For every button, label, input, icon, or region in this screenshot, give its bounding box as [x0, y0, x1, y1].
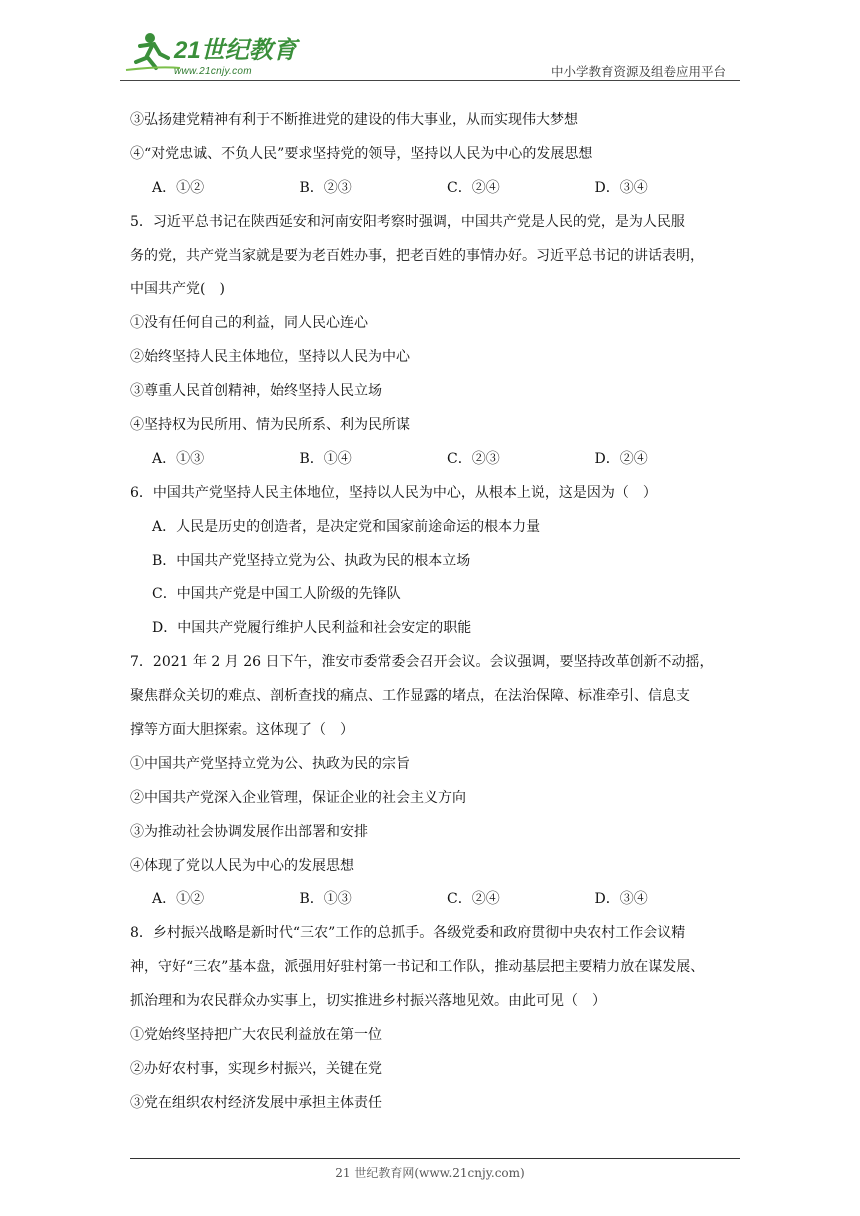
q6-choice-d-row	[130, 612, 742, 646]
q5-item-3: ③尊重人民首创精神，始终坚持人民立场	[130, 383, 382, 400]
q5-option-a: A．①③	[152, 450, 205, 467]
q7-stem-line-1: 7．2021 年 2 月 26 日下午，淮安市委常委会召开会议。会议强调，要坚持改革创新不动摇，	[130, 654, 714, 671]
logo-text: 21世纪教育	[174, 37, 297, 64]
q6-stem: 6．中国共产党坚持人民主体地位，坚持以人民为中心，从根本上说，这是因为（ ）	[130, 484, 657, 501]
question-content	[130, 104, 742, 1121]
q8-stem-line-1: 8．乡村振兴战略是新时代“三农”工作的总抓手。各级党委和政府贯彻中央农村工作会议精	[130, 925, 686, 942]
q4-item-3: ③弘扬建党精神有利于不断推进党的建设的伟大事业，从而实现伟大梦想	[130, 112, 578, 128]
q5-item-1: ①没有任何自己的利益，同人民心连心	[130, 315, 368, 332]
q5-option-d: D．②④	[594, 450, 648, 467]
q5-options	[130, 443, 742, 477]
q5-stem-line-3: 中国共产党( )	[130, 281, 225, 298]
site-logo	[120, 28, 320, 78]
q6-choice-a-row	[130, 511, 742, 545]
q8-item-1: ①党始终坚持把广大农民利益放在第一位	[130, 1027, 382, 1044]
q7-item-1: ①中国共产党坚持立党为公、执政为民的宗旨	[130, 755, 410, 772]
q8-item-3: ③党在组织农村经济发展中承担主体责任	[130, 1094, 382, 1111]
q6-choice-a: A．人民是历史的创造者，是决定党和国家前途命运的根本力量	[152, 518, 541, 535]
page-footer: 21 世纪教育网(www.21cnjy.com)	[335, 1166, 525, 1180]
q4-option-d: D．③④	[594, 179, 648, 196]
q5-option-b: B．①④	[299, 450, 352, 467]
q5-item-4: ④坚持权为民所用、情为民所系、利为民所谋	[130, 417, 410, 434]
q7-options	[130, 883, 742, 917]
q5-stem-line-2: 务的党，共产党当家就是要为老百姓办事，把老百姓的事情办好。习近平总书记的讲话表明，	[130, 247, 704, 264]
q4-option-a: A．①②	[152, 179, 205, 196]
q6-choice-c: C．中国共产党是中国工人阶级的先锋队	[152, 586, 401, 603]
q6-choice-d: D．中国共产党履行维护人民利益和社会安定的职能	[152, 620, 472, 637]
q7-option-a: A．①②	[152, 891, 205, 908]
logo-url: www.21cnjy.com	[174, 66, 252, 77]
q7-item-2: ②中国共产党深入企业管理，保证企业的社会主义方向	[130, 789, 466, 806]
q5-stem-line-1: 5．习近平总书记在陕西延安和河南安阳考察时强调，中国共产党是人民的党，是为人民服	[130, 213, 685, 230]
footer-divider	[130, 1158, 740, 1159]
q7-item-3: ③为推动社会协调发展作出部署和安排	[130, 823, 368, 840]
header-platform-text: 中小学教育资源及组卷应用平台	[550, 64, 726, 79]
q6-choice-b-row	[130, 545, 742, 579]
page-header	[120, 28, 740, 84]
q7-stem-line-2: 聚焦群众关切的难点、剖析查找的痛点、工作显露的堵点，在法治保障、标准牵引、信息支	[130, 688, 690, 705]
q8-item-2: ②办好农村事，实现乡村振兴，关键在党	[130, 1060, 382, 1077]
q7-stem-line-3: 撑等方面大胆探索。这体现了（ ）	[130, 722, 354, 739]
q7-item-4: ④体现了党以人民为中心的发展思想	[130, 857, 354, 874]
q8-stem-line-2: 神，守好“三农”基本盘，派强用好驻村第一书记和工作队，推动基层把主要精力放在谋发展、	[130, 959, 705, 976]
header-divider	[120, 80, 740, 81]
q4-option-c: C．②④	[447, 179, 500, 196]
q4-item-4: ④“对党忠诚、不负人民”要求坚持党的领导，坚持以人民为中心的发展思想	[130, 145, 593, 162]
q7-option-c: C．②④	[447, 891, 500, 908]
q4-options	[130, 172, 742, 206]
q5-option-c: C．②③	[447, 450, 500, 467]
q6-choice-b: B．中国共产党坚持立党为公、执政为民的根本立场	[152, 552, 471, 569]
q6-choice-c-row	[130, 578, 742, 612]
q7-option-b: B．①③	[299, 891, 352, 908]
q8-stem-line-3: 抓治理和为农民群众办实事上，切实推进乡村振兴落地见效。由此可见（ ）	[130, 993, 606, 1010]
q4-option-b: B．②③	[299, 179, 352, 196]
q7-option-d: D．③④	[594, 891, 648, 908]
q5-item-2: ②始终坚持人民主体地位，坚持以人民为中心	[130, 349, 410, 366]
